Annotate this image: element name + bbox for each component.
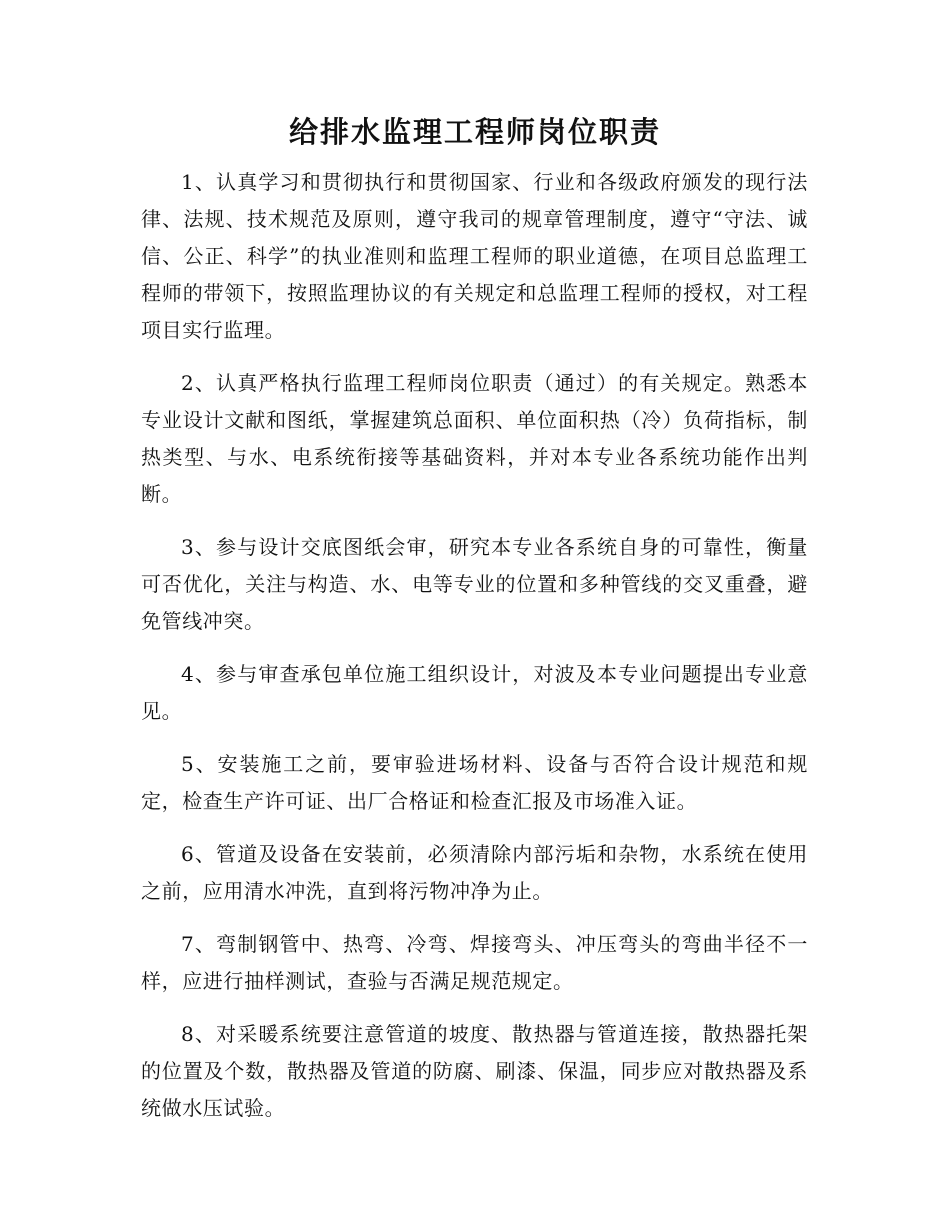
document-body (141, 164, 808, 1143)
paragraph-1: 1、认真学习和贯彻执行和贯彻国家、行业和各级政府颁发的现行法律、法规、技术规范及原则，遵守我司的规章管理制度，遵守“守法、诚信、公正、科学”的执业准则和监理工程师的职业道德，在项目总监理工程师的带领下，按照监理协议的有关规定和总监理工程师的授权，对工程项目实行监理。 (141, 170, 808, 342)
document-title: 给排水监理工程师岗位职责 (288, 115, 661, 149)
paragraph-6: 6、管道及设备在安装前，必须清除内部污垢和杂物，水系统在使用之前，应用清水冲洗，直到将污物冲净为止。 (141, 842, 808, 903)
paragraph-3: 3、参与设计交底图纸会审，研究本专业各系统自身的可靠性，衡量可否优化，关注与构造、水、电等专业的位置和多种管线的交叉重叠，避免管线冲突。 (141, 535, 808, 633)
paragraph-4: 4、参与审查承包单位施工组织设计，对波及本专业问题提出专业意见。 (141, 662, 808, 723)
paragraph-5: 5、安装施工之前，要审验进场材料、设备与否符合设计规范和规定，检查生产许可证、出厂合格证和检查汇报及市场准入证。 (141, 752, 808, 813)
paragraph-8: 8、对采暖系统要注意管道的坡度、散热器与管道连接，散热器托架的位置及个数，散热器及管道的防腐、刷漆、保温，同步应对散热器及系统做水压试验。 (141, 1022, 808, 1120)
paragraph-7: 7、弯制钢管中、热弯、冷弯、焊接弯头、冲压弯头的弯曲半径不一样，应进行抽样测试，查验与否满足规范规定。 (141, 932, 808, 993)
paragraph-2: 2、认真严格执行监理工程师岗位职责（通过）的有关规定。熟悉本专业设计文献和图纸，掌握建筑总面积、单位面积热（冷）负荷指标，制热类型、与水、电系统衔接等基础资料，并对本专业各系统功能作出判断。 (141, 371, 808, 506)
